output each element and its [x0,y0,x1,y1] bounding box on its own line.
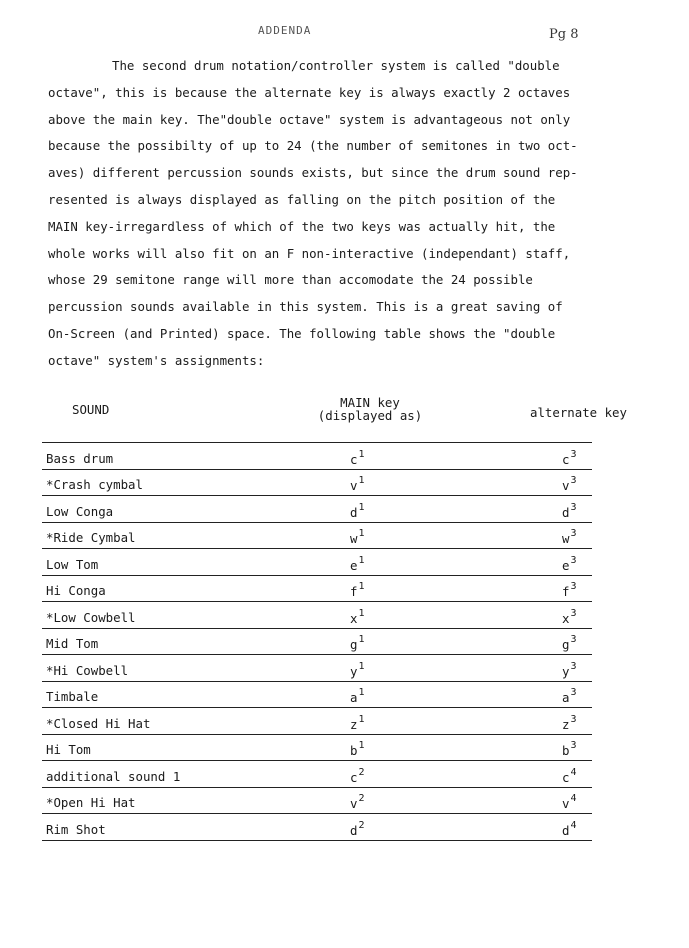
main-key-note: e [350,557,358,573]
main-key-octave: 1 [358,475,365,486]
alternate-key-octave: 3 [570,660,577,672]
assignment-table [42,442,592,841]
main-key-octave: 1 [358,713,365,725]
table-row [42,576,592,603]
alternate-key-octave: 3 [570,607,577,619]
alternate-key-note: d [562,822,570,838]
alternate-key-octave: 3 [570,713,577,725]
main-key-note: d [350,504,358,520]
paragraph-line: octave", this is because the alternate key is always exactly 2 octaves [48,84,571,100]
alternate-key-note: f [562,584,570,599]
main-key-octave: 1 [358,554,365,566]
main-key [350,528,365,546]
main-key [350,820,365,838]
paragraph-line: above the main key. The"double octave" system is advantageous not only [48,111,571,127]
alternate-key-octave: 3 [570,448,577,460]
table-row [42,814,592,841]
alternate-key-octave: 3 [570,687,577,698]
body-paragraph [48,53,648,375]
sound-name: additional sound 1 [46,768,181,784]
main-key-note: z [350,716,358,732]
alternate-key [562,820,577,838]
main-key-octave: 1 [358,501,365,513]
paragraph-line: percussion sounds available in this system. This is a great saving of [48,299,563,315]
table-row [42,788,592,815]
sound-name: Low Conga [46,503,114,519]
main-key-note: a [350,690,358,705]
table-row [42,655,592,682]
sound-name: Mid Tom [46,636,99,651]
paragraph-line: The second drum notation/controller system is called "double [112,58,560,73]
main-key-octave: 1 [358,660,365,672]
table-row [42,682,592,709]
alternate-key [562,581,577,599]
page-number: Pg 8 [549,27,579,42]
main-key-note: c [350,769,358,785]
main-key-octave: 1 [358,740,365,751]
main-key-octave: 1 [358,687,365,698]
alternate-key-octave: 3 [570,581,577,592]
main-key [350,608,365,626]
main-key [350,502,365,520]
sound-name: Hi Tom [46,742,91,757]
alternate-key-octave: 3 [570,634,577,645]
main-key-note: v [350,796,358,811]
column-header-alternate-key: alternate key [530,405,627,420]
main-key-note: g [350,637,358,652]
alternate-key [562,740,577,758]
column-header-main-key-line2: (displayed as) [317,408,423,423]
table-row [42,443,592,470]
table-row [42,629,592,656]
main-key [350,740,365,758]
table-row [42,602,592,629]
sound-name: Hi Conga [46,583,106,598]
sound-name: Low Tom [46,556,99,572]
main-key-note: v [350,478,358,493]
main-key [350,714,365,732]
paragraph-line: because the possibilty of up to 24 (the number of semitones in two oct- [48,138,578,154]
main-key [350,449,365,467]
alternate-key-note: v [562,478,570,493]
alternate-key-note: c [562,451,570,467]
column-header-main-key [300,396,440,422]
alternate-key-octave: 4 [570,793,577,804]
column-header-main-key-line1: MAIN key [340,395,400,410]
main-key [350,634,365,652]
sound-name: *Low Cowbell [46,609,136,625]
sound-name: *Hi Cowbell [46,662,129,678]
table-row [42,549,592,576]
alternate-key-note: c [562,769,570,785]
alternate-key-octave: 4 [570,819,577,831]
main-key-note: y [350,663,358,679]
sound-name: *Crash cymbal [46,477,143,492]
main-key [350,581,365,599]
alternate-key [562,634,577,652]
table-row [42,761,592,788]
alternate-key-note: e [562,557,570,573]
alternate-key-note: g [562,637,570,652]
main-key [350,687,365,705]
main-key-note: x [350,610,358,626]
sound-name: *Open Hi Hat [46,795,136,810]
table-row [42,523,592,550]
main-key [350,661,365,679]
alternate-key [562,714,577,732]
sound-name: Timbale [46,689,99,704]
alternate-key-note: z [562,716,570,732]
paragraph-line: octave" system's assignments: [48,352,265,368]
alternate-key-note: a [562,690,570,705]
sound-name: *Closed Hi Hat [46,715,151,731]
main-key-octave: 1 [358,581,365,592]
alternate-key-octave: 3 [570,475,577,486]
main-key-octave: 1 [358,607,365,619]
main-key [350,555,365,573]
alternate-key-octave: 3 [570,528,577,539]
sound-name: Bass drum [46,450,114,466]
main-key [350,767,365,785]
main-key-note: b [350,743,358,758]
main-key-octave: 2 [358,819,365,831]
paragraph-line: MAIN key-irregardless of which of the two keys was actually hit, the [48,218,556,234]
column-header-sound: SOUND [72,402,110,417]
alternate-key-note: y [562,663,570,679]
alternate-key-octave: 4 [570,766,577,778]
main-key-octave: 1 [358,634,365,645]
alternate-key [562,687,577,705]
paragraph-line: whose 29 semitone range will more than accomodate the 24 possible [48,272,533,288]
table-row [42,496,592,523]
alternate-key [562,608,577,626]
alternate-key-note: b [562,743,570,758]
alternate-key [562,528,577,546]
alternate-key-note: d [562,504,570,520]
main-key-note: w [350,531,358,546]
sound-name: *Ride Cymbal [46,530,136,545]
main-key [350,793,365,811]
alternate-key-octave: 3 [570,554,577,566]
alternate-key-note: w [562,531,570,546]
table-header [0,396,689,432]
paragraph-line: On-Screen (and Printed) space. The following table shows the "double [48,325,556,341]
alternate-key-octave: 3 [570,740,577,751]
main-key [350,475,365,493]
paragraph-line: whole works will also fit on an F non-interactive (independant) staff, [48,245,571,261]
alternate-key [562,502,577,520]
sound-name: Rim Shot [46,821,106,837]
main-key-octave: 2 [358,793,365,804]
alternate-key [562,555,577,573]
alternate-key [562,767,577,785]
alternate-key [562,449,577,467]
alternate-key [562,793,577,811]
header-title: ADDENDA [258,24,312,37]
main-key-note: c [350,451,358,467]
alternate-key [562,661,577,679]
alternate-key [562,475,577,493]
paragraph-line: resented is always displayed as falling on the pitch position of the [48,191,556,207]
main-key-octave: 1 [358,528,365,539]
main-key-octave: 2 [358,766,365,778]
page-header [0,24,689,44]
main-key-octave: 1 [358,448,365,460]
main-key-note: d [350,822,358,838]
paragraph-line: aves) different percussion sounds exists, but since the drum sound rep- [48,165,578,181]
alternate-key-note: x [562,610,570,626]
alternate-key-octave: 3 [570,501,577,513]
table-row [42,735,592,762]
main-key-note: f [350,584,358,599]
alternate-key-note: v [562,796,570,811]
table-row [42,708,592,735]
table-row [42,470,592,497]
